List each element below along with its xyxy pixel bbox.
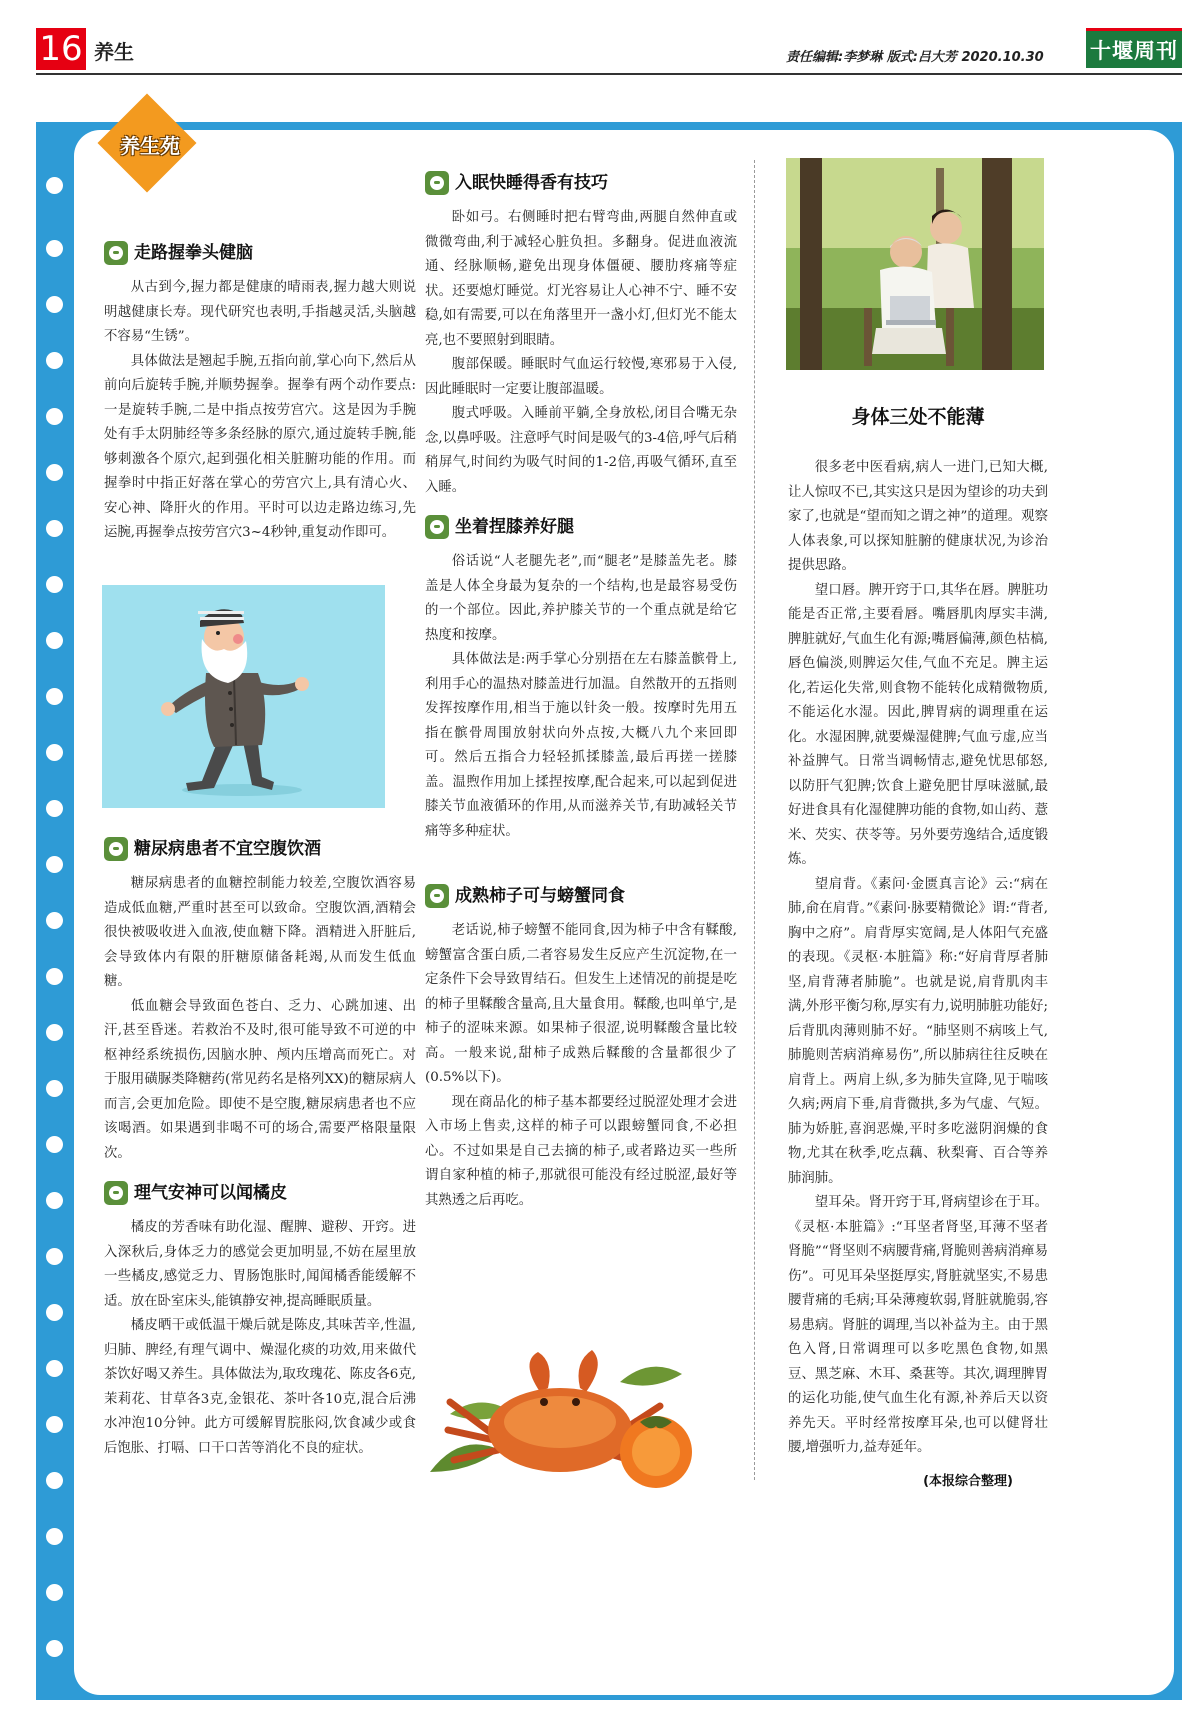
article-paragraph: 腹部保暖。睡眠时气血运行较慢,寒邪易于入侵,因此睡眠时一定要让腹部温暖。 [425, 357, 737, 397]
article-paragraph: 橘皮的芳香味有助化湿、醒脾、避秽、开窍。进入深秋后,身体乏力的感觉会更加明显,不妨在屋里放一些橘皮,感觉乏力、胃肠饱胀时,闻闻橘香能缓解不适。放在卧室床头,能镇静安神,提高睡眠质量。 [104, 1220, 416, 1309]
article-diabetes-alcohol [104, 836, 416, 1166]
article-orange-peel [104, 1180, 416, 1461]
source-credit: (本报综合整理) [923, 1474, 1013, 1489]
section-head-icon [104, 1181, 128, 1205]
binder-hole [46, 352, 63, 369]
binder-hole [46, 1080, 63, 1097]
binder-hole [46, 296, 63, 313]
elderly-couple-photo [786, 158, 1044, 370]
section-head-icon [104, 837, 128, 861]
article-paragraph: 糖尿病患者的血糖控制能力较差,空腹饮酒容易造成低血糖,严重时甚至可以致命。空腹饮酒,酒精会很快被吸收进入血液,使血糖下降。酒精进入肝脏后,会导致体内有限的肝糖原储备耗竭,从而发生低血糖。 [104, 876, 416, 989]
article-paragraph: 俗话说“人老腿先老”,而“腿老”是膝盖先老。膝盖是人体全身最为复杂的一个结构,也是最容易受伤的一个部位。因此,养护膝关节的一个重点就是给它热度和按摩。 [425, 554, 737, 643]
binder-hole [46, 632, 63, 649]
article-paragraph: 低血糖会导致面色苍白、乏力、心跳加速、出汗,甚至昏迷。若救治不及时,很可能导致不可逆的中枢神经系统损伤,因脑水肿、颅内压增高而死亡。对于服用磺脲类降糖药(常见药名是格列XX)的糖尿病人而言,会更加危险。即使不是空腹,糖尿病患者也不应该喝酒。如果遇到非喝不可的场合,需要严格限量限次。 [104, 998, 416, 1161]
article-paragraph: 具体做法是:两手掌心分别捂在左右膝盖髌骨上,利用手心的温热对膝盖进行加温。自然散开的五指则发挥按摩作用,相当于施以针灸一般。按摩时先用五指在髌骨周围放射状向外点按,大概八九个来回即可。然后五指合力轻轻抓揉膝盖,最后再搓一搓膝盖。温煦作用加上揉捏按摩,配合起来,可以起到促进膝关节血液循环的作用,从而滋养关节,有助减轻关节痛等多种症状。 [425, 652, 737, 839]
section-head-icon [425, 515, 449, 539]
binder-hole [46, 1192, 63, 1209]
article-paragraph: 从古到今,握力都是健康的晴雨表,握力越大则说明越健康长寿。现代研究也表明,手指越灵活,头脑越不容易“生锈”。 [104, 280, 416, 344]
masthead: 十堰周刊 [1086, 28, 1182, 68]
article-title: 入眠快睡得香有技巧 [455, 173, 608, 193]
binder-hole [46, 744, 63, 761]
article-paragraph: 卧如弓。右侧睡时把右臂弯曲,两腿自然伸直或微微弯曲,利于减轻心脏负担。多翻身。促进血液流通、经脉顺畅,避免出现身体僵硬、腰肋疼痛等症状。还要熄灯睡觉。灯光容易让人心神不宁、睡不安稳,如有需要,可以在角落里开一盏小灯,但灯光不能太亮,也不要照射到眼睛。 [425, 210, 737, 348]
article-paragraph: 现在商品化的柿子基本都要经过脱涩处理才会进入市场上售卖,这样的柿子可以跟螃蟹同食,不必担心。不过如果是自己去摘的柿子,或者路边买一些所谓自家种植的柿子,那就很可能没有经过脱涩,最好等其熟透之后再吃。 [425, 1094, 737, 1208]
binder-hole [46, 968, 63, 985]
binder-hole [46, 1136, 63, 1153]
editor-line: 责任编辑:李梦琳 版式:吕大芳 2020.10.30 [786, 50, 1044, 65]
article-paragraph: 具体做法是翘起手腕,五指向前,掌心向下,然后从前向后旋转手腕,并顺势握拳。握拳有两个动作要点:一是旋转手腕,二是中指点按劳宫穴。这是因为手腕处有手太阴肺经等多条经脉的原穴,通过旋转手腕,能够刺激各个原穴,起到强化相关脏腑功能的作用。而握拳时中指正好落在掌心的劳宫穴上,具有清心火、安心神、降肝火的作用。平时可以边走路边练习,先运腕,再握拳点按劳宫穴3~4秒钟,重复动作即可。 [104, 353, 416, 540]
column-divider [754, 160, 755, 1480]
article-title: 走路握拳头健脑 [134, 243, 253, 263]
header-rule [36, 73, 1182, 75]
article-title: 糖尿病患者不宜空腹饮酒 [134, 839, 321, 859]
page-number: 16 [36, 28, 86, 70]
article-paragraph: 望肩背。《素问·金匮真言论》云:“病在肺,俞在肩背。”《素问·脉要精微论》谓:“背者,胸中之府”。肩背厚实宽阔,是人体阳气充盛的表现。《灵枢·本脏篇》称:“好肩背厚者肺坚,肩背薄者肺脆”。也就是说,肩背肌肉丰满,外形平衡匀称,厚实有力,说明肺脏功能好;后背肌肉薄则肺不好。“肺坚则不病咳上气,肺脆则苦病消瘅易伤”,所以肺病往往反映在肩背上。两肩上纵,多为肺失宣降,见于喘咳久病;两肩下垂,肩背微拱,多为气虚、气短。肺为娇脏,喜润恶燥,平时多吃滋阴润燥的食物,尤其在秋季,吃点藕、秋梨膏、百合等养肺润肺。 [788, 876, 1048, 1186]
article-grip-walk [104, 240, 416, 546]
page-header [36, 28, 1182, 74]
binder-hole [46, 1304, 63, 1321]
binder-hole [46, 1472, 63, 1489]
binder-hole [46, 912, 63, 929]
article-three-parts [788, 456, 1048, 1461]
article-paragraph: 腹式呼吸。入睡前平躺,全身放松,闭目合嘴无杂念,以鼻呼吸。注意呼气时间是吸气的3-4倍,呼气后稍稍屏气,时间约为吸气时间的1-2倍,再吸气循环,直至入睡。 [425, 406, 737, 495]
section-badge-label: 养生苑 [120, 134, 180, 158]
binder-hole [46, 177, 63, 194]
binder-hole [46, 1248, 63, 1265]
article-paragraph: 望耳朵。肾开窍于耳,肾病望诊在于耳。《灵枢·本脏篇》:“耳坚者肾坚,耳薄不坚者肾脆”“肾坚则不病腰背痛,肾脆则善病消瘅易伤”。可见耳朵坚挺厚实,肾脏就坚实,不易患腰背痛的毛病;耳朵薄瘦软弱,肾脏就脆弱,容易患病。肾脏的调理,当以补益为主。由于黑色入肾,日常调理可以多吃黑色食物,如黑豆、黑芝麻、木耳、桑葚等。其次,调理脾胃的运化功能,使气血生化有源,补养后天以资养先天。平时经常按摩耳朵,也可以健肾壮腰,增强听力,益寿延年。 [788, 1195, 1048, 1455]
article-knee-massage [425, 514, 737, 844]
article-title: 成熟柿子可与螃蟹同食 [455, 886, 625, 906]
section-name: 养生 [94, 40, 134, 64]
article-persimmon-crab [425, 883, 737, 1213]
binder-hole [46, 1584, 63, 1601]
article-paragraph: 老话说,柿子螃蟹不能同食,因为柿子中含有鞣酸,螃蟹富含蛋白质,二者容易发生反应产生沉淀物,在一定条件下会导致胃结石。但发生上述情况的前提是吃的柿子里鞣酸含量高,且大量食用。鞣酸,也叫单宁,是柿子的涩味来源。如果柿子很涩,说明鞣酸含量比较高。一般来说,甜柿子成熟后鞣酸的含量都很少了(0.5%以下)。 [425, 923, 737, 1085]
binder-hole [46, 856, 63, 873]
binder-hole [46, 800, 63, 817]
old-man-walking-illustration [102, 585, 385, 808]
crab-persimmon-photo [420, 1322, 710, 1498]
binder-hole [46, 1528, 63, 1545]
binder-hole [46, 1416, 63, 1433]
article-title: 坐着捏膝养好腿 [455, 517, 574, 537]
binder-hole [46, 1640, 63, 1657]
section-head-icon [425, 884, 449, 908]
article-paragraph: 很多老中医看病,病人一进门,已知大概,让人惊叹不已,其实这只是因为望诊的功夫到家了,也就是“望而知之谓之神”的道理。观察人体表象,可以探知脏腑的健康状况,为诊治提供思路。 [788, 460, 1048, 573]
binder-hole [46, 240, 63, 257]
binder-hole [46, 464, 63, 481]
binder-hole [46, 408, 63, 425]
article-paragraph: 橘皮晒干或低温干燥后就是陈皮,其味苦辛,性温,归肺、脾经,有理气调中、燥湿化痰的功效,用来做代茶饮好喝又养生。具体做法为,取玫瑰花、陈皮各6克,茉莉花、甘草各3克,金银花、茶叶各10克,混合后沸水冲泡10分钟。此方可缓解胃脘胀闷,饮食减少或食后饱胀、打嗝、口干口苦等消化不良的症状。 [104, 1318, 416, 1456]
binder-hole [46, 576, 63, 593]
binder-hole [46, 688, 63, 705]
article-title: 理气安神可以闻橘皮 [134, 1183, 287, 1203]
section-head-icon [104, 241, 128, 265]
article-sleep-tips [425, 170, 737, 500]
binder-hole [46, 1360, 63, 1377]
binder-hole [46, 520, 63, 537]
feature-title: 身体三处不能薄 [851, 406, 985, 428]
binder-hole [46, 1024, 63, 1041]
section-head-icon [425, 171, 449, 195]
article-paragraph: 望口唇。脾开窍于口,其华在唇。脾脏功能是否正常,主要看唇。嘴唇肌肉厚实丰满,脾脏就好,气血生化有源;嘴唇偏薄,颜色枯槁,唇色偏淡,则脾运欠佳,气血不充足。脾主运化,若运化失常,则食物不能转化成精微物质,不能运化水湿。因此,脾胃病的调理重在运化。水湿困脾,就要燥湿健脾;气血亏虚,应当补益脾气。日常当调畅情志,避免忧思郁怒,以防肝气犯脾;饮食上避免肥甘厚味滋腻,最好进食具有化湿健脾功能的食物,如山药、薏米、芡实、茯苓等。另外要劳逸结合,适度锻炼。 [788, 582, 1048, 867]
